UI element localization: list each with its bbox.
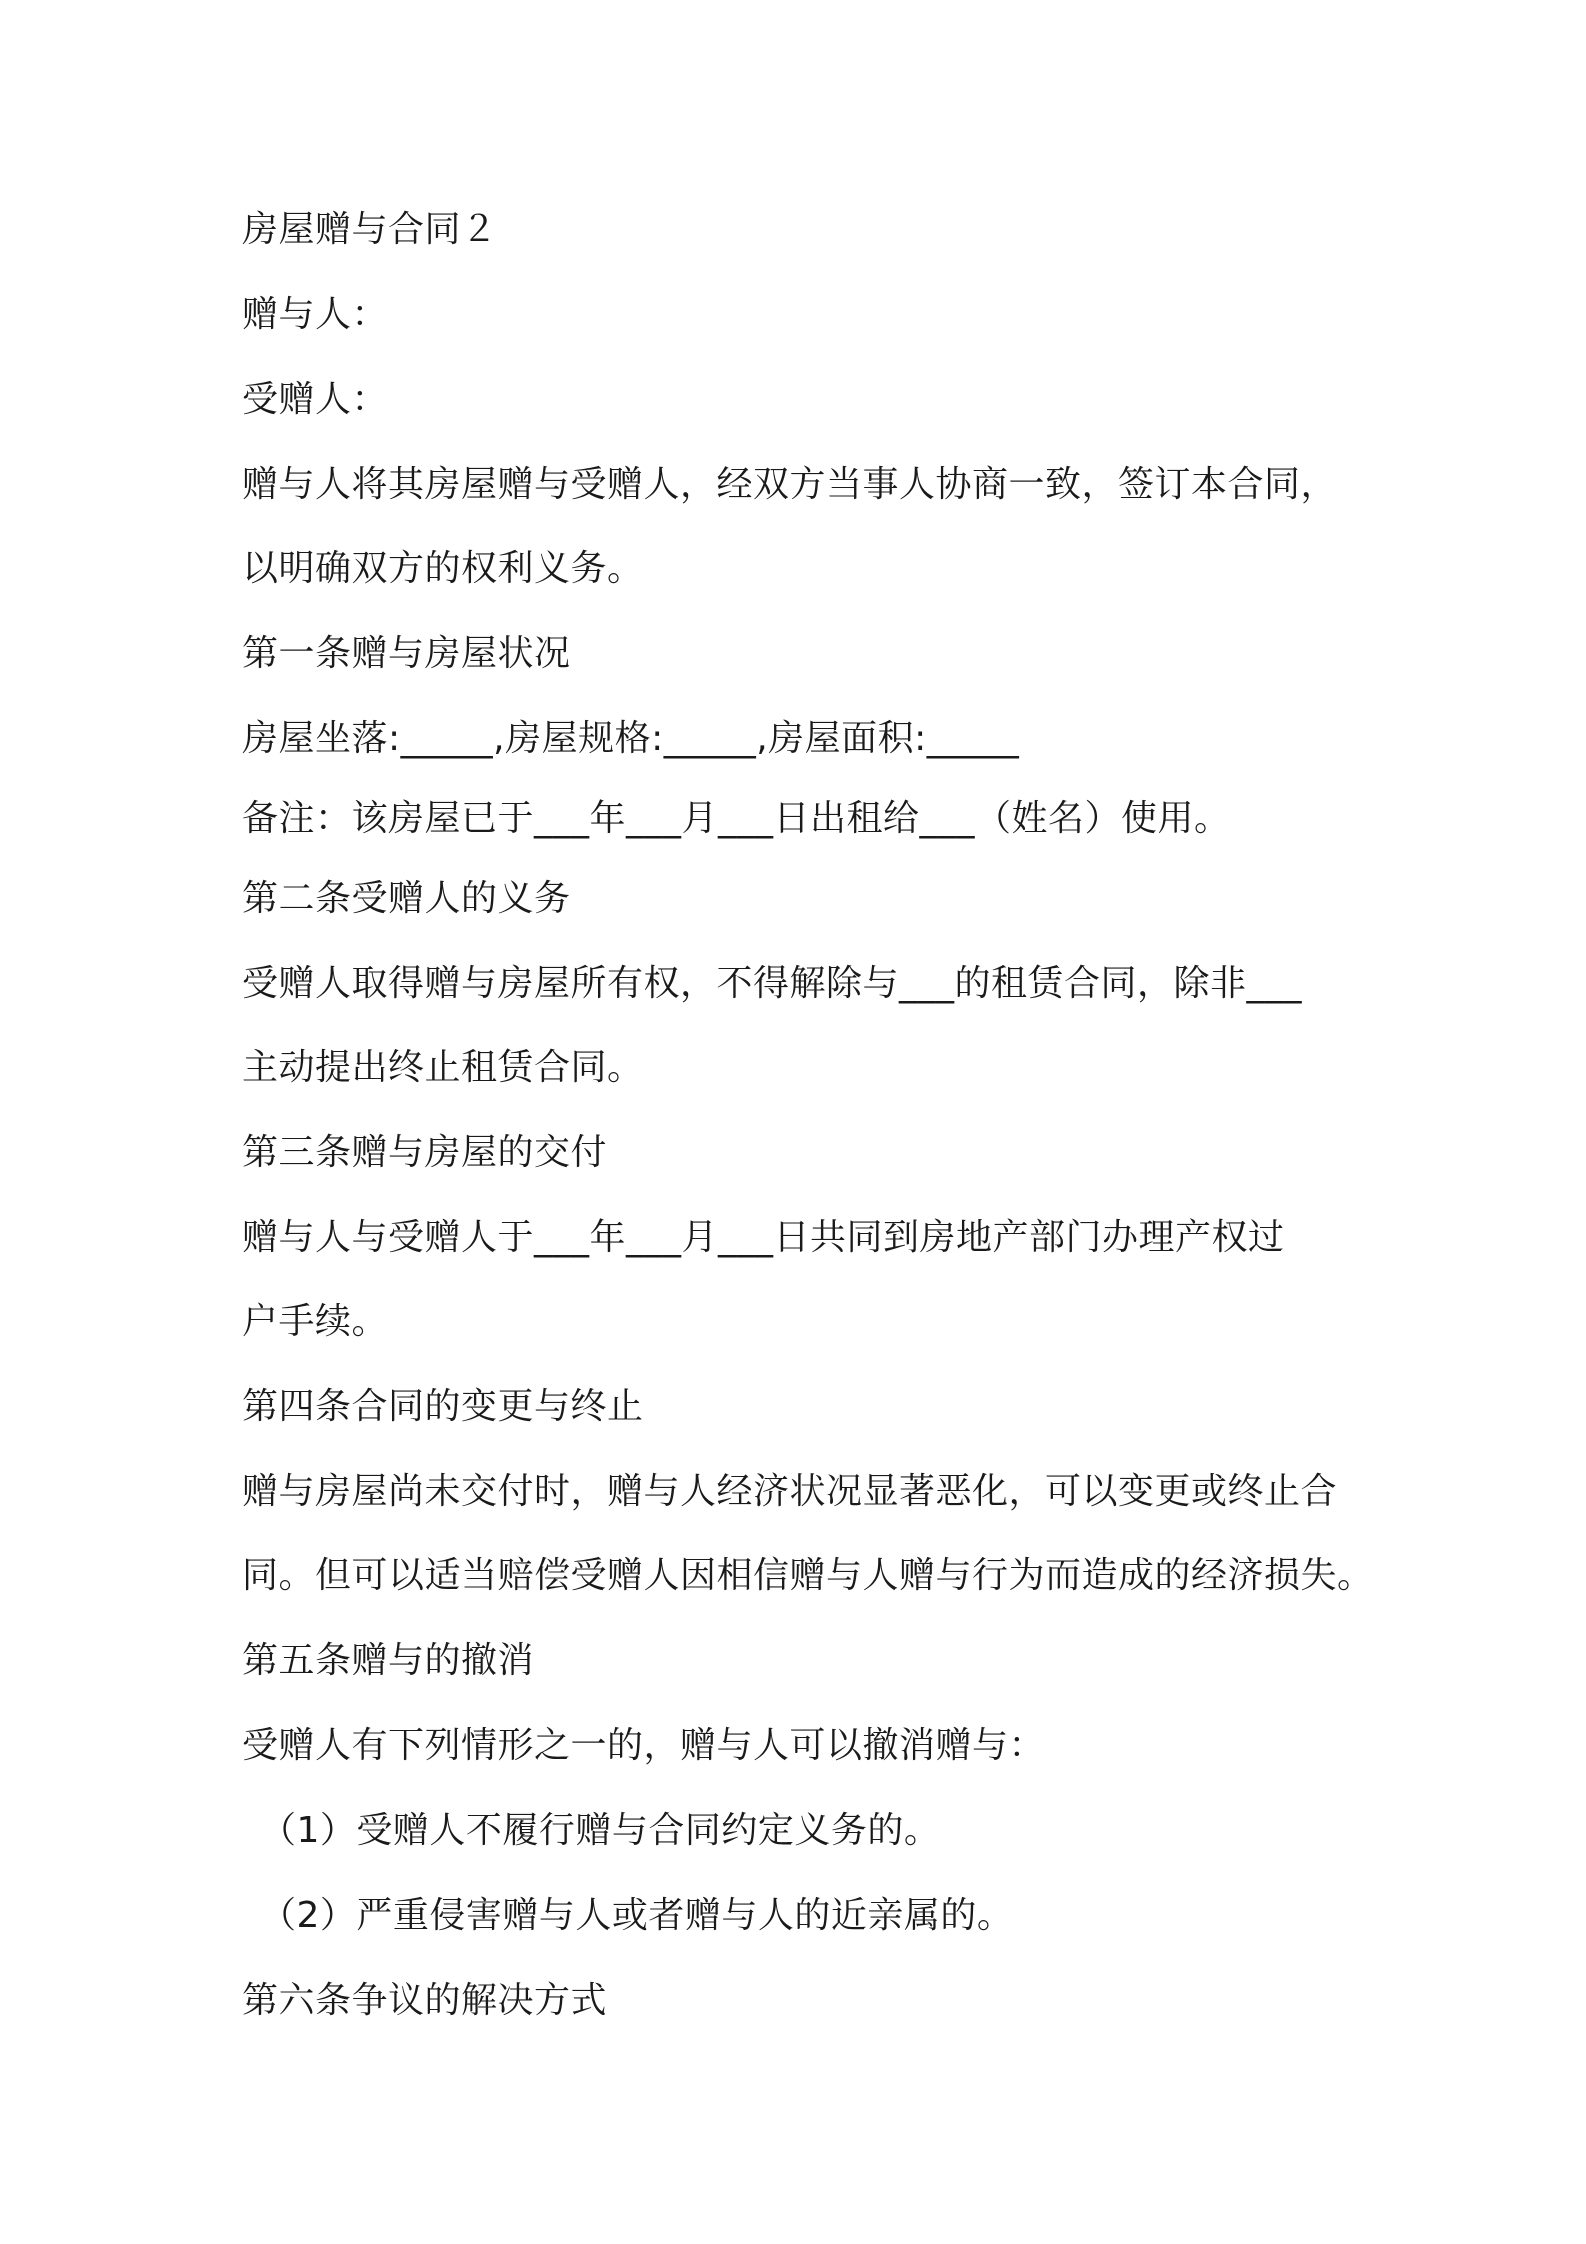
article-6-heading: 第六条争议的解决方式 bbox=[242, 1980, 608, 2021]
intro-paragraph-line-1: 赠与人将其房屋赠与受赠人，经双方当事人协商一致，签订本合同， bbox=[242, 464, 1338, 505]
article-5-heading: 第五条赠与的撤消 bbox=[242, 1640, 535, 1681]
article-4-line-1: 赠与房屋尚未交付时，赠与人经济状况显著恶化，可以变更或终止合 bbox=[242, 1471, 1338, 1512]
article-4-heading: 第四条合同的变更与终止 bbox=[242, 1386, 644, 1427]
article-4-line-2: 同。但可以适当赔偿受赠人因相信赠与人赠与行为而造成的经济损失。 bbox=[242, 1555, 1374, 1596]
donor-label: 赠与人： bbox=[242, 294, 389, 335]
article-5-item-2: （2）严重侵害赠与人或者赠与人的近亲属的。 bbox=[260, 1895, 1014, 1936]
article-1-heading: 第一条赠与房屋状况 bbox=[242, 633, 571, 674]
article-3-line-2: 户手续。 bbox=[242, 1301, 389, 1342]
article-3-line-1: 赠与人与受赠人于___年___月___日共同到房地产部门办理产权过 bbox=[242, 1217, 1285, 1258]
document-body bbox=[242, 205, 1372, 2026]
document-title: 房屋赠与合同２ bbox=[242, 209, 498, 250]
intro-paragraph-line-2: 以明确双方的权利义务。 bbox=[242, 548, 644, 589]
article-2-heading: 第二条受赠人的义务 bbox=[242, 878, 571, 919]
article-3-heading: 第三条赠与房屋的交付 bbox=[242, 1132, 608, 1173]
article-2-line-1: 受赠人取得赠与房屋所有权，不得解除与___的租赁合同，除非___ bbox=[242, 963, 1303, 1004]
article-2-line-2: 主动提出终止租赁合同。 bbox=[242, 1047, 644, 1088]
article-1-fields: 房屋坐落:_____,房屋规格:_____,房屋面积:_____ bbox=[242, 718, 1020, 759]
article-1-note: 备注：该房屋已于___年___月___日出租给___（姓名）使用。 bbox=[242, 798, 1231, 839]
article-5-item-1: （1）受赠人不履行赠与合同约定义务的。 bbox=[260, 1810, 941, 1851]
article-5-intro: 受赠人有下列情形之一的，赠与人可以撤消赠与： bbox=[242, 1725, 1046, 1766]
donee-label: 受赠人： bbox=[242, 379, 389, 420]
